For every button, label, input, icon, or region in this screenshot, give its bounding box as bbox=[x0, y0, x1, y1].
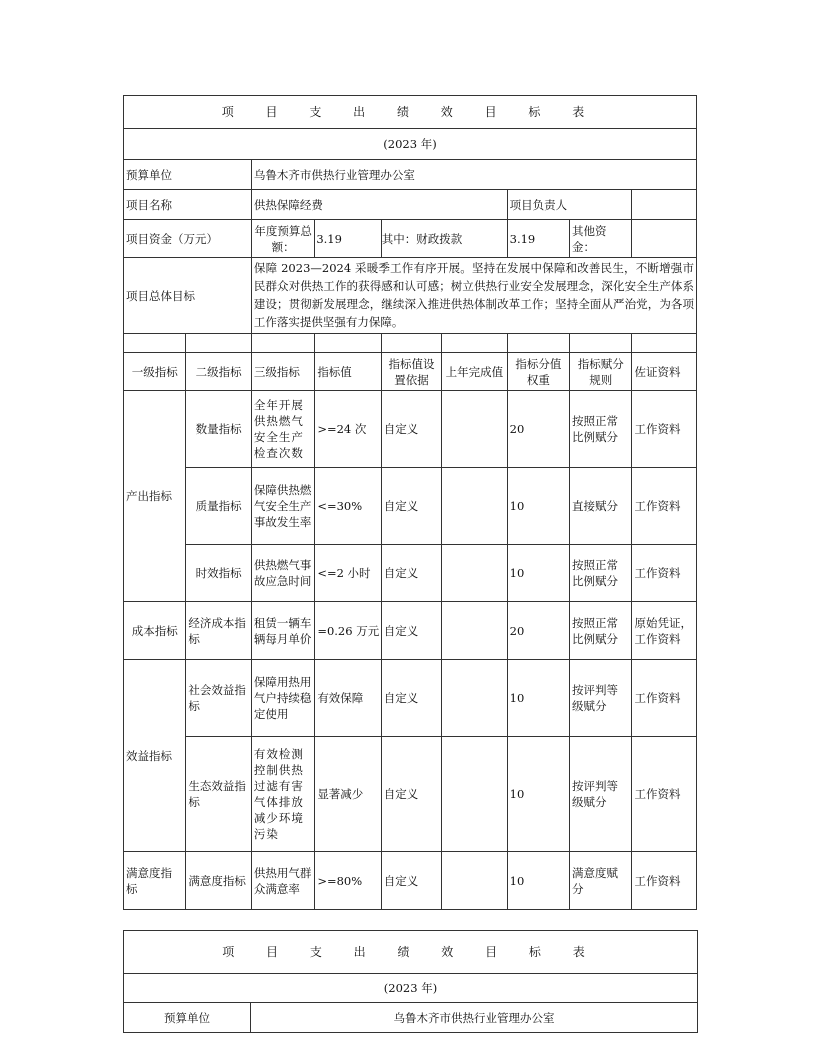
performance-target-table bbox=[123, 95, 697, 910]
spacer-cell bbox=[570, 334, 632, 353]
table-row bbox=[124, 852, 697, 910]
budget-unit-value: 乌鲁木齐市供热行业管理办公室 bbox=[251, 160, 696, 190]
weight-cell: 20 bbox=[507, 391, 569, 468]
other-funds-label: 其他资金： bbox=[570, 220, 632, 258]
level3-cell: 有效检测控制供热过滤有害气体排放减少环境污染 bbox=[251, 737, 314, 852]
spacer-cell bbox=[251, 334, 314, 353]
level1-cell: 成本指标 bbox=[124, 602, 186, 660]
evidence-cell: 工作资料 bbox=[632, 737, 697, 852]
level1-cell: 效益指标 bbox=[124, 660, 186, 852]
basis-cell: 自定义 bbox=[381, 545, 441, 602]
table-row bbox=[124, 602, 697, 660]
level3-cell: 供热燃气事故应急时间 bbox=[251, 545, 314, 602]
rule-cell: 按照正常比例赋分 bbox=[570, 391, 632, 468]
budget-unit-label: 预算单位 bbox=[124, 1003, 251, 1033]
spacer-cell bbox=[186, 334, 251, 353]
level3-cell: 保障用热用气户持续稳定使用 bbox=[251, 660, 314, 737]
project-leader-value bbox=[632, 190, 697, 220]
level1-cell: 满意度指标 bbox=[124, 852, 186, 910]
rule-cell: 按照正常比例赋分 bbox=[570, 545, 632, 602]
overall-goal-text: 保障 2023—2024 采暖季工作有序开展。坚持在发展中保障和改善民生，不断增强市民群众对供热工作的获得感和认可感；树立供热行业安全发展理念，深化安全生产体系建设；贯彻新发展理念，继续深入推进供热体制改革工作；坚持全面从严治党，为各项工作落实提供坚强有力保障。 bbox=[251, 258, 696, 334]
value-cell: =0.26 万元 bbox=[315, 602, 381, 660]
weight-cell: 20 bbox=[507, 602, 569, 660]
rule-cell: 满意度赋分 bbox=[570, 852, 632, 910]
funds-label: 项目资金（万元） bbox=[124, 220, 252, 258]
project-name-label: 项目名称 bbox=[124, 190, 252, 220]
header-level3: 三级指标 bbox=[251, 353, 314, 391]
basis-cell: 自定义 bbox=[381, 602, 441, 660]
header-last-year: 上年完成值 bbox=[442, 353, 507, 391]
level2-cell: 社会效益指标 bbox=[186, 660, 251, 737]
value-cell: 有效保障 bbox=[315, 660, 381, 737]
spacer-cell bbox=[632, 334, 697, 353]
performance-target-table-2 bbox=[123, 930, 698, 1033]
value-cell: <=30% bbox=[315, 468, 381, 545]
evidence-cell: 工作资料 bbox=[632, 545, 697, 602]
basis-cell: 自定义 bbox=[381, 660, 441, 737]
value-cell: >=80% bbox=[315, 852, 381, 910]
spacer-cell bbox=[315, 334, 381, 353]
project-name-value: 供热保障经费 bbox=[251, 190, 507, 220]
basis-cell: 自定义 bbox=[381, 852, 441, 910]
header-rule: 指标赋分规则 bbox=[570, 353, 632, 391]
other-funds-value bbox=[632, 220, 697, 258]
table-row bbox=[124, 468, 697, 545]
project-leader-label: 项目负责人 bbox=[507, 190, 632, 220]
value-cell: <=2 小时 bbox=[315, 545, 381, 602]
basis-cell: 自定义 bbox=[381, 391, 441, 468]
table-row bbox=[124, 737, 697, 852]
rule-cell: 直接赋分 bbox=[570, 468, 632, 545]
rule-cell: 按评判等级赋分 bbox=[570, 660, 632, 737]
level3-cell: 全年开展供热燃气安全生产检查次数 bbox=[251, 391, 314, 468]
last-year-cell bbox=[442, 660, 507, 737]
table-row bbox=[124, 391, 697, 468]
level2-cell: 生态效益指标 bbox=[186, 737, 251, 852]
evidence-cell: 工作资料 bbox=[632, 391, 697, 468]
annual-budget-value: 3.19 bbox=[315, 220, 381, 258]
header-weight: 指标分值权重 bbox=[507, 353, 569, 391]
basis-cell: 自定义 bbox=[381, 737, 441, 852]
last-year-cell bbox=[442, 545, 507, 602]
table-title: 项 目 支 出 绩 效 目 标 表 bbox=[124, 96, 697, 129]
level2-cell: 数量指标 bbox=[186, 391, 251, 468]
weight-cell: 10 bbox=[507, 545, 569, 602]
weight-cell: 10 bbox=[507, 852, 569, 910]
header-level2: 二级指标 bbox=[186, 353, 251, 391]
table-row bbox=[124, 545, 697, 602]
weight-cell: 10 bbox=[507, 468, 569, 545]
last-year-cell bbox=[442, 737, 507, 852]
header-value: 指标值 bbox=[315, 353, 381, 391]
last-year-cell bbox=[442, 602, 507, 660]
value-cell: >=24 次 bbox=[315, 391, 381, 468]
header-basis: 指标值设置依据 bbox=[381, 353, 441, 391]
spacer-cell bbox=[381, 334, 441, 353]
level3-cell: 保障供热燃气安全生产事故发生率 bbox=[251, 468, 314, 545]
last-year-cell bbox=[442, 391, 507, 468]
last-year-cell bbox=[442, 468, 507, 545]
level3-cell: 供热用气群众满意率 bbox=[251, 852, 314, 910]
fiscal-allocation-value: 3.19 bbox=[507, 220, 569, 258]
annual-budget-label: 年度预算总额： bbox=[251, 220, 314, 258]
spacer-cell bbox=[124, 334, 186, 353]
spacer-cell bbox=[442, 334, 507, 353]
evidence-cell: 原始凭证，工作资料 bbox=[632, 602, 697, 660]
header-level1: 一级指标 bbox=[124, 353, 186, 391]
level1-cell: 产出指标 bbox=[124, 391, 186, 602]
budget-unit-value: 乌鲁木齐市供热行业管理办公室 bbox=[251, 1003, 698, 1033]
indicator-header-row bbox=[124, 353, 697, 391]
table-year: (2023 年) bbox=[124, 974, 698, 1003]
last-year-cell bbox=[442, 852, 507, 910]
evidence-cell: 工作资料 bbox=[632, 852, 697, 910]
evidence-cell: 工作资料 bbox=[632, 660, 697, 737]
rule-cell: 按照正常比例赋分 bbox=[570, 602, 632, 660]
weight-cell: 10 bbox=[507, 737, 569, 852]
level2-cell: 时效指标 bbox=[186, 545, 251, 602]
level2-cell: 经济成本指标 bbox=[186, 602, 251, 660]
spacer-cell bbox=[507, 334, 569, 353]
basis-cell: 自定义 bbox=[381, 468, 441, 545]
level2-cell: 满意度指标 bbox=[186, 852, 251, 910]
level3-cell: 租赁一辆车辆每月单价 bbox=[251, 602, 314, 660]
overall-goal-label: 项目总体目标 bbox=[124, 258, 252, 334]
header-evidence: 佐证资料 bbox=[632, 353, 697, 391]
fiscal-allocation-label: 其中：财政拨款 bbox=[381, 220, 507, 258]
table-row bbox=[124, 660, 697, 737]
rule-cell: 按评判等级赋分 bbox=[570, 737, 632, 852]
budget-unit-label: 预算单位 bbox=[124, 160, 252, 190]
table-title: 项 目 支 出 绩 效 目 标 表 bbox=[124, 931, 698, 974]
value-cell: 显著减少 bbox=[315, 737, 381, 852]
weight-cell: 10 bbox=[507, 660, 569, 737]
table-year: (2023 年) bbox=[124, 129, 697, 160]
level2-cell: 质量指标 bbox=[186, 468, 251, 545]
evidence-cell: 工作资料 bbox=[632, 468, 697, 545]
